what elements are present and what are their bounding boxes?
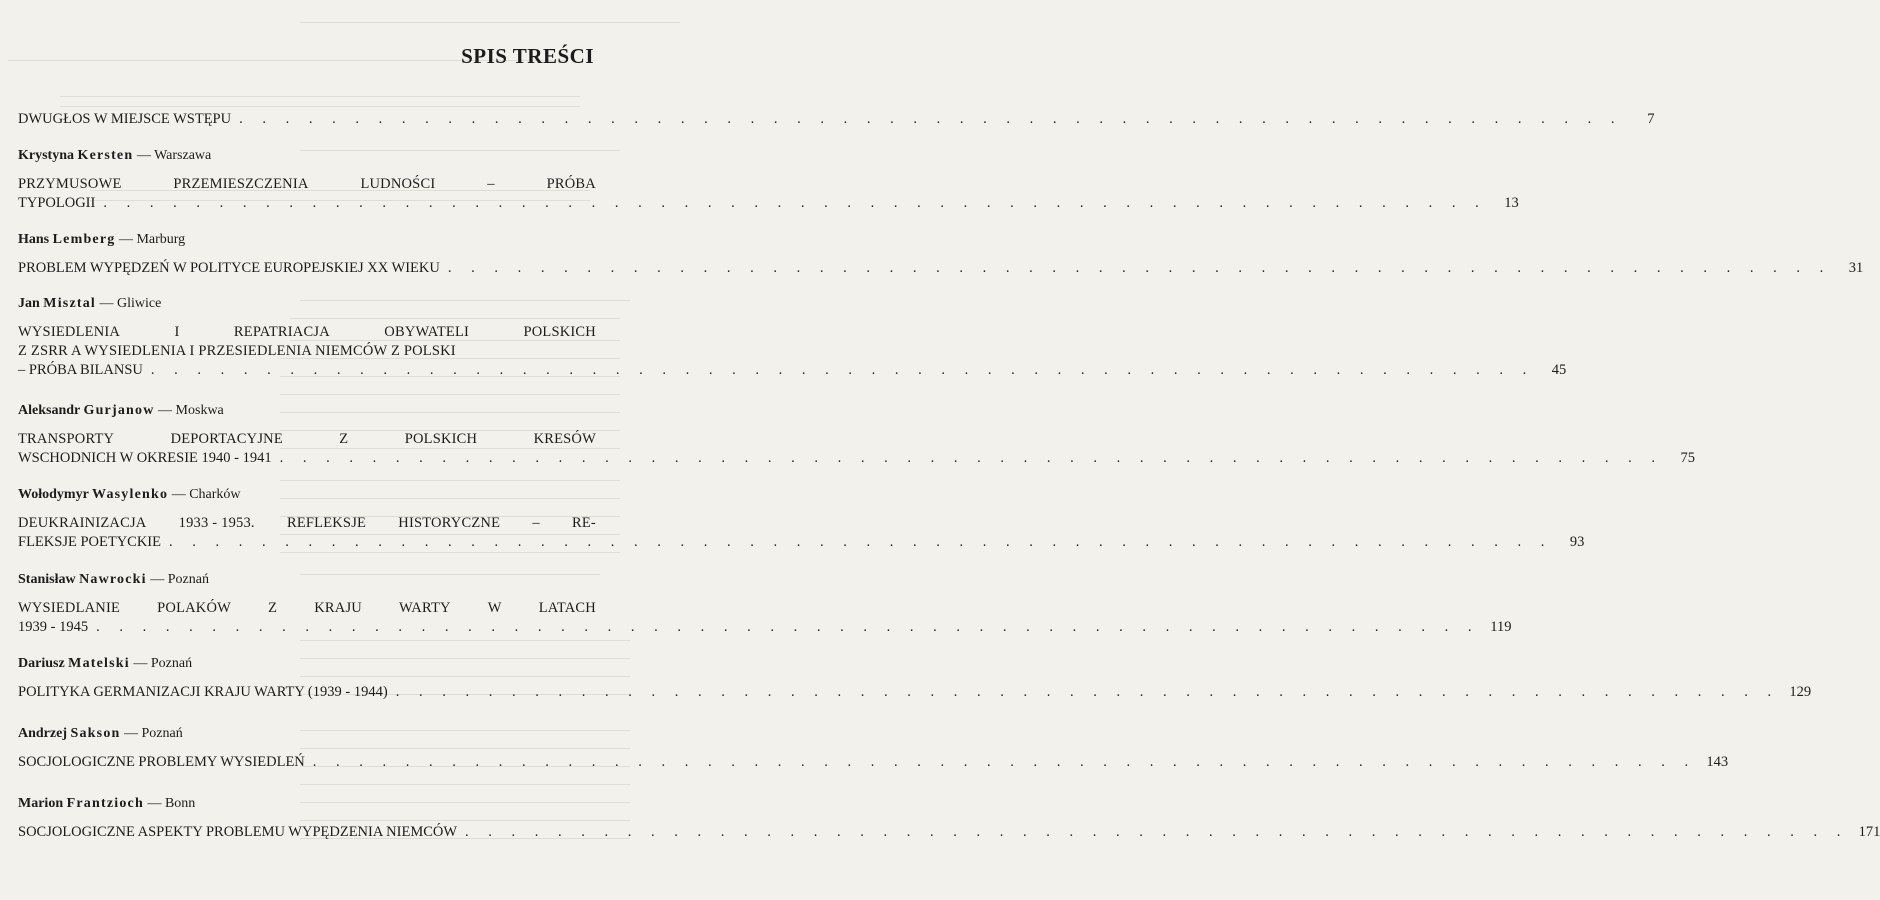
author-first-name: Hans [18, 232, 50, 247]
page-number: 75 [1680, 450, 1695, 466]
author-city: — Moskwa [158, 403, 224, 418]
title-word: HISTORYCZNE [398, 515, 501, 531]
title-last-line [18, 753, 1729, 772]
author-first-name: Dariusz [18, 656, 65, 671]
title-word: W [487, 600, 502, 616]
page-number: 93 [1569, 534, 1585, 550]
title-last-line [18, 361, 1567, 380]
title-last-line [18, 683, 1812, 702]
title-last-line [18, 823, 1880, 842]
title-line [18, 599, 596, 618]
dot-leader: . . . . . . . . . . . . . . . . . . . . . . . . . . . . . . . . . . . . . . . . . . . . . . . . . . . . . . . . . . . . [96, 619, 1480, 635]
title-word: PRZYMUSOWE [18, 176, 122, 192]
page-number: 129 [1789, 684, 1812, 700]
author-surname: Frantzioch [66, 796, 144, 811]
dot-leader: . . . . . . . . . . . . . . . . . . . . . . . . . . . . . . . . . . . . . . . . . . . . . . . . . . . . . . . . . . . . [395, 684, 1780, 700]
page-number: 31 [1848, 260, 1864, 276]
author-city: — Marburg [118, 232, 186, 247]
title-word: OBYWATELI [384, 324, 470, 340]
page-number: 171 [1858, 824, 1880, 840]
title-word: DEPORTACYJNE [170, 431, 283, 447]
dot-leader: . . . . . . . . . . . . . . . . . . . . . . . . . . . . . . . . . . . . . . . . . . . . . . . . . . . . . . . . . . . . [465, 824, 1849, 840]
author-first-name: Wołodymyr [18, 487, 89, 502]
author-first-name: Jan [18, 296, 40, 311]
author-city: — Charków [171, 487, 241, 502]
title-line [18, 175, 596, 194]
title-word: POLAKÓW [157, 600, 232, 616]
author-line [18, 796, 596, 812]
title-line [18, 323, 596, 342]
page-number: 143 [1706, 754, 1729, 770]
title-text: DWUGŁOS W MIEJSCE WSTĘPU [18, 111, 232, 127]
author-city: — Poznań [133, 656, 193, 671]
title-word: TRANSPORTY [18, 431, 115, 447]
title-last-line [18, 194, 1519, 213]
title-word: – [487, 176, 495, 192]
title-word: – [532, 515, 540, 531]
author-surname: Sakson [70, 726, 121, 741]
dot-leader: . . . . . . . . . . . . . . . . . . . . . . . . . . . . . . . . . . . . . . . . . . . . . . . . . . . . . . . . . . . . [150, 362, 1535, 378]
title-line [18, 514, 596, 533]
title-text: – PRÓBA BILANSU [18, 362, 143, 378]
title-last-line [18, 618, 1512, 637]
author-first-name: Stanisław [18, 572, 76, 587]
dot-leader: . . . . . . . . . . . . . . . . . . . . . . . . . . . . . . . . . . . . . . . . . . . . . . . . . . . . . . . . . . . . [239, 111, 1623, 127]
title-text: TYPOLOGII [18, 195, 96, 211]
title-word: LATACH [538, 600, 596, 616]
author-surname: Matelski [68, 656, 130, 671]
author-first-name: Andrzej [18, 726, 67, 741]
author-city: — Gliwice [99, 296, 162, 311]
dot-leader: . . . . . . . . . . . . . . . . . . . . . . . . . . . . . . . . . . . . . . . . . . . . . . . . . . . . . . . . . . . . [279, 450, 1663, 466]
toc-entry[interactable] [18, 726, 1729, 772]
title-text: 1939 - 1945 [18, 619, 89, 635]
dot-leader: . . . . . . . . . . . . . . . . . . . . . . . . . . . . . . . . . . . . . . . . . . . . . . . . . . . . . . . . . . . . [312, 754, 1697, 770]
title-text: SOCJOLOGICZNE PROBLEMY WYSIEDLEŃ [18, 754, 305, 770]
page-number: 13 [1504, 195, 1519, 211]
title-word: WYSIEDLANIE [18, 600, 121, 616]
title-word: PRZEMIESZCZENIA [173, 176, 309, 192]
title-word: POLSKICH [404, 431, 478, 447]
dot-leader: . . . . . . . . . . . . . . . . . . . . . . . . . . . . . . . . . . . . . . . . . . . . . . . . . . . . . . . . . . . . [103, 195, 1487, 211]
title-last-line [18, 449, 1695, 468]
toc-entry[interactable] [18, 403, 1695, 468]
author-line [18, 726, 596, 742]
title-last-line [18, 533, 1585, 552]
author-first-name: Aleksandr [18, 403, 80, 418]
dot-leader: . . . . . . . . . . . . . . . . . . . . . . . . . . . . . . . . . . . . . . . . . . . . . . . . . . . . . . . . . . . . [169, 534, 1553, 550]
author-line [18, 656, 596, 672]
title-line [18, 342, 596, 361]
toc-entry[interactable] [18, 487, 1585, 552]
toc-entry[interactable] [18, 148, 1519, 213]
author-surname: Wasylenko [92, 487, 169, 502]
title-text: POLITYKA GERMANIZACJI KRAJU WARTY (1939 - 1944) [18, 684, 388, 700]
author-surname: Gurjanow [83, 403, 155, 418]
page-number: 45 [1551, 362, 1567, 378]
author-line [18, 148, 596, 164]
title-word: WYSIEDLENIA [18, 324, 121, 340]
title-word: Z ZSRR A WYSIEDLENIA I PRZESIEDLENIA NIEMCÓW Z POLSKI [18, 343, 456, 359]
title-word: RE- [571, 515, 596, 531]
title-line [18, 430, 596, 449]
author-line [18, 487, 596, 503]
title-word: REFLEKSJE [286, 515, 367, 531]
title-word: DEUKRAINIZACJA [18, 515, 147, 531]
author-first-name: Marion [18, 796, 64, 811]
title-last-line [18, 259, 1864, 278]
title-word: REPATRIACJA [233, 324, 330, 340]
title-word: LUDNOŚCI [360, 176, 436, 192]
author-line [18, 232, 596, 248]
toc-entry[interactable] [18, 110, 1655, 129]
title-word: KRAJU [314, 600, 362, 616]
title-text: PROBLEM WYPĘDZEŃ W POLITYCE EUROPEJSKIEJ XX WIEKU [18, 260, 440, 276]
page-number: 7 [1647, 111, 1655, 127]
author-first-name: Krystyna [18, 148, 74, 163]
toc-entry[interactable] [18, 796, 1880, 842]
title-text: FLEKSJE POETYCKIE [18, 534, 161, 550]
title-last-line [18, 110, 1655, 129]
author-line [18, 296, 596, 312]
author-surname: Nawrocki [79, 572, 147, 587]
toc-entry[interactable] [18, 296, 1567, 380]
title-word: 1933 - 1953. [178, 515, 255, 531]
title-text: SOCJOLOGICZNE ASPEKTY PROBLEMU WYPĘDZENIA NIEMCÓW [18, 824, 458, 840]
title-word: WARTY [399, 600, 451, 616]
title-word: PRÓBA [546, 176, 596, 192]
author-surname: Kersten [77, 148, 134, 163]
title-word: KRESÓW [533, 431, 596, 447]
toc-entry[interactable] [18, 656, 1812, 702]
title-word: POLSKICH [523, 324, 596, 340]
title-word: I [174, 324, 180, 340]
toc-entry[interactable] [18, 232, 1864, 278]
author-surname: Lemberg [52, 232, 116, 247]
toc-entry[interactable] [18, 572, 1512, 637]
title-word: Z [339, 431, 349, 447]
dot-leader: . . . . . . . . . . . . . . . . . . . . . . . . . . . . . . . . . . . . . . . . . . . . . . . . . . . . . . . . . . . . [447, 260, 1832, 276]
author-line [18, 403, 596, 419]
page-number: 119 [1490, 619, 1512, 635]
author-city: — Poznań [150, 572, 209, 587]
author-city: — Warszawa [136, 148, 212, 163]
page-title: SPIS TREŚCI [461, 44, 594, 68]
title-word: Z [268, 600, 278, 616]
author-surname: Misztal [43, 296, 97, 311]
author-city: — Bonn [147, 796, 196, 811]
title-text: WSCHODNICH W OKRESIE 1940 - 1941 [18, 450, 272, 466]
author-city: — Poznań [124, 726, 183, 741]
author-line [18, 572, 596, 588]
